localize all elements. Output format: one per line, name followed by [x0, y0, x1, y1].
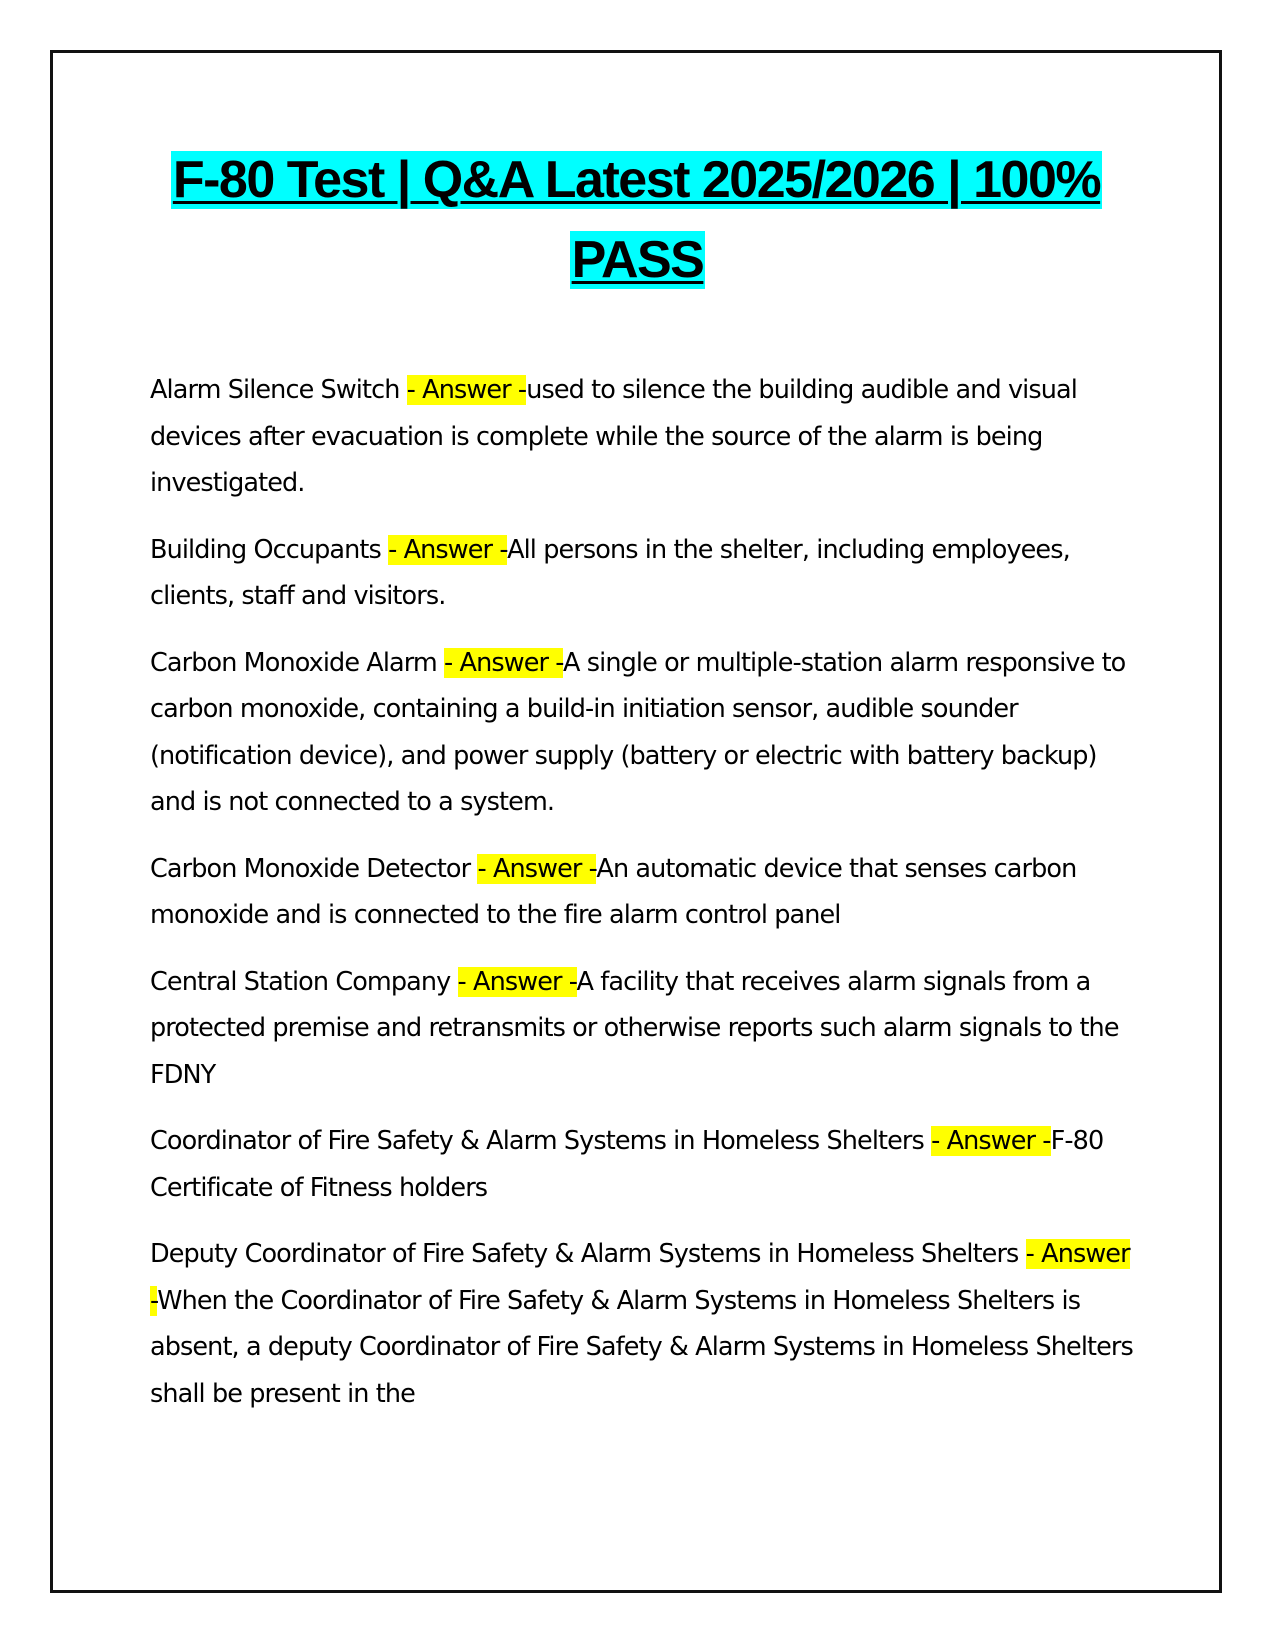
qa-answer: When the Coordinator of Fire Safety & Alarm Systems in Homeless Shelters is absent, a deputy Coordinator of Fire Safety & Alarm Systems in Homeless Shelters shall be present in the [150, 1285, 1133, 1409]
qa-term: Deputy Coordinator of Fire Safety & Alarm Systems in Homeless Shelters [150, 1239, 1026, 1269]
qa-answer: All persons in the shelter, including employees, clients, staff and visitors. [150, 534, 1070, 611]
qa-term: Central Station Company [150, 966, 458, 997]
qa-term: Carbon Monoxide Detector [150, 853, 478, 884]
answer-marker: - Answer - [406, 375, 527, 405]
qa-entry [150, 1118, 1135, 1211]
qa-entry [150, 846, 1135, 939]
qa-entry [150, 367, 1135, 507]
qa-entry [150, 527, 1135, 620]
qa-answer: An automatic device that senses carbon monoxide and is connected to the fire alarm control panel [150, 853, 1077, 930]
qa-answer: A single or multiple-station alarm responsive to carbon monoxide, containing a build-in initiation sensor, audible sounder (notification device), and power supply (battery or electric with battery backup) and is not connected to a system. [150, 647, 1126, 817]
document-title-text: F-80 Test | Q&A Latest 2025/2026 | 100% PASS [172, 151, 1101, 289]
qa-answer: F-80 Certificate of Fitness holders [150, 1126, 1104, 1203]
qa-answer: A facility that receives alarm signals from a protected premise and retransmits or otherwise reports such alarm signals to the FDNY [150, 966, 1119, 1090]
answer-marker: - Answer - [444, 647, 564, 678]
answer-marker: - Answer - [931, 1126, 1051, 1156]
qa-answer: used to silence the building audible and visual devices after evacuation is complete while the source of the alarm is being investigated. [150, 375, 1077, 498]
qa-entry [150, 959, 1135, 1099]
answer-marker: - Answer - [477, 853, 597, 884]
qa-term: Carbon Monoxide Alarm [150, 647, 445, 678]
qa-list [150, 367, 1135, 1437]
qa-term: Alarm Silence Switch [150, 375, 407, 405]
qa-entry [150, 640, 1135, 826]
answer-marker: - Answer - [388, 534, 508, 565]
document-title [100, 140, 1175, 300]
answer-marker: - Answer - [457, 966, 577, 997]
answer-marker: - Answer - [150, 1239, 1130, 1316]
qa-entry [150, 1231, 1135, 1417]
qa-term: Coordinator of Fire Safety & Alarm Systems in Homeless Shelters [150, 1126, 932, 1156]
qa-term: Building Occupants [150, 534, 389, 565]
